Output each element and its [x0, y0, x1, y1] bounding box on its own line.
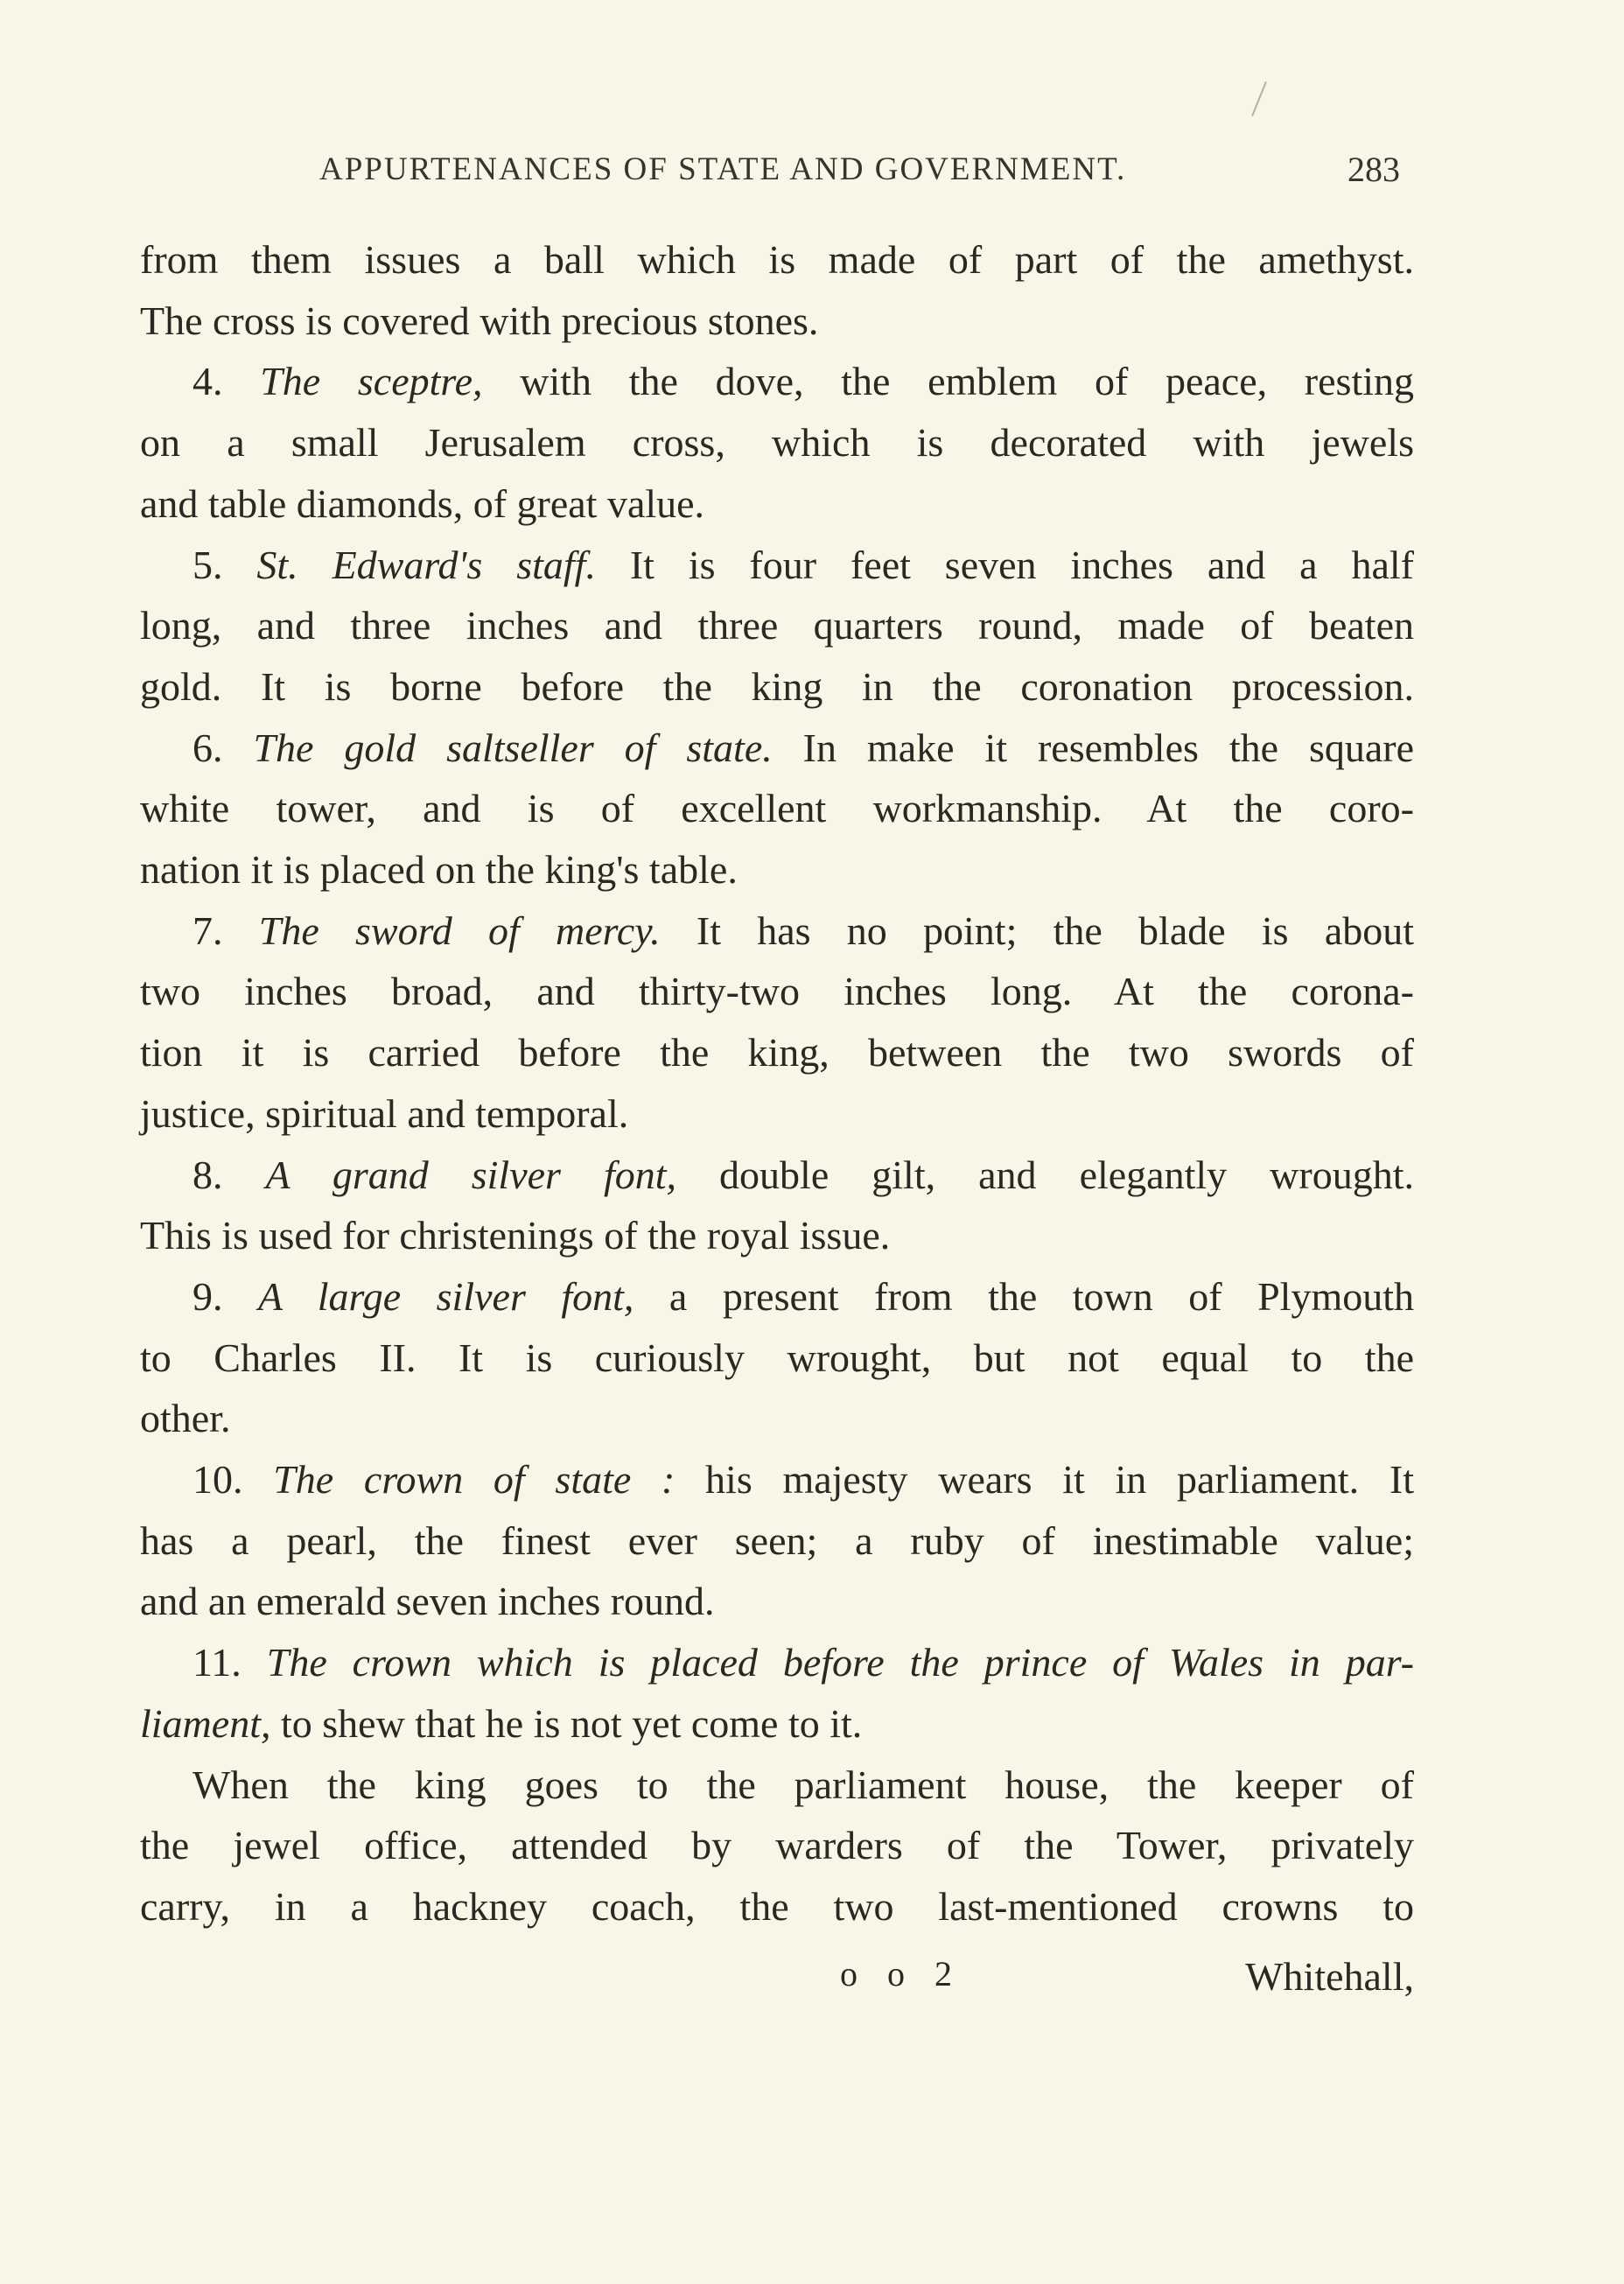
catchword: Whitehall,: [1245, 1954, 1414, 1999]
item-title: The gold saltseller of state.: [253, 725, 773, 770]
text-line: When the king goes to the parliament house, the keeper of: [192, 1762, 1414, 1807]
text-line: The cross is covered with precious stones.: [140, 298, 819, 343]
list-item-4: [140, 351, 1414, 412]
text-line: the jewel office, attended by warders of the Tower, privately: [140, 1823, 1414, 1868]
text-line: gold. It is borne before the king in the coronation procession.: [140, 663, 1414, 709]
item-title: The crown of state :: [273, 1457, 676, 1503]
item-number: 9.: [192, 1273, 223, 1319]
item-number: 4.: [192, 359, 223, 404]
item-title: St. Edward's staff.: [256, 542, 596, 587]
text-line: and an emerald seven inches round.: [140, 1579, 715, 1624]
text-line: carry, in a hackney coach, the two last-mentioned crowns to: [140, 1883, 1414, 1929]
item-title: A grand silver font,: [265, 1152, 677, 1197]
item-number: 10.: [192, 1457, 243, 1503]
list-item-11: [140, 1632, 1414, 1693]
text-line: This is used for christenings of the royal issue.: [140, 1213, 891, 1258]
item-title-continued: liament,: [140, 1700, 271, 1746]
item-text: to shew that he is not yet come to it.: [270, 1700, 863, 1746]
item-number: 8.: [192, 1152, 223, 1197]
text-line: nation it is placed on the king's table.: [140, 847, 738, 893]
stray-pen-mark: [1251, 81, 1267, 116]
item-number: 7.: [192, 907, 223, 953]
list-item-10: [140, 1449, 1414, 1510]
item-text: It has no point; the blade is about: [660, 907, 1415, 953]
item-title: The sceptre,: [260, 359, 483, 404]
item-text: his majesty wears it in parliament. It: [675, 1457, 1414, 1503]
item-text: with the dove, the emblem of peace, resting: [482, 359, 1415, 404]
list-item-8: [140, 1145, 1414, 1206]
text-line: tion it is carried before the king, between the two swords of: [140, 1030, 1414, 1075]
text-line: from them issues a ball which is made of part of the amethyst.: [140, 237, 1414, 282]
text-line: and table diamonds, of great value.: [140, 480, 705, 526]
text-line: has a pearl, the finest ever seen; a ruby of inestimable value;: [140, 1517, 1414, 1563]
text-line: other.: [140, 1396, 231, 1441]
item-number: 6.: [192, 725, 223, 770]
item-text: In make it resembles the square: [772, 725, 1414, 770]
list-item-7: [140, 900, 1414, 962]
text-line: two inches broad, and thirty-two inches long. At the corona-: [140, 969, 1414, 1014]
text-line: white tower, and is of excellent workmanship. At the coro-: [140, 786, 1414, 831]
item-number: 5.: [192, 542, 223, 587]
item-title: The crown which is placed before the prince of Wales in par-: [266, 1640, 1415, 1685]
list-item-6: [140, 718, 1414, 779]
running-title: APPURTENANCES OF STATE AND GOVERNMENT.: [319, 151, 1127, 187]
list-item-5: [140, 535, 1414, 596]
page-number: 283: [1348, 150, 1400, 189]
text-line: long, and three inches and three quarters round, made of beaten: [140, 603, 1414, 648]
item-number: 11.: [192, 1640, 242, 1685]
text-line: [140, 1693, 1414, 1755]
item-title: The sword of mercy.: [258, 907, 661, 953]
text-line: on a small Jerusalem cross, which is decorated with jewels: [140, 420, 1414, 466]
text-line: justice, spiritual and temporal.: [140, 1090, 629, 1136]
item-text: double gilt, and elegantly wrought.: [676, 1152, 1415, 1197]
signature-mark: o o 2: [840, 1954, 962, 1993]
list-item-9: [140, 1266, 1414, 1328]
item-text: It is four feet seven inches and a half: [595, 542, 1415, 587]
body-text: [140, 229, 1414, 1937]
item-text: a present from the town of Plymouth: [634, 1273, 1415, 1319]
item-title: A large silver font,: [258, 1273, 634, 1319]
text-line: to Charles II. It is curiously wrought, but not equal to the: [140, 1335, 1414, 1380]
